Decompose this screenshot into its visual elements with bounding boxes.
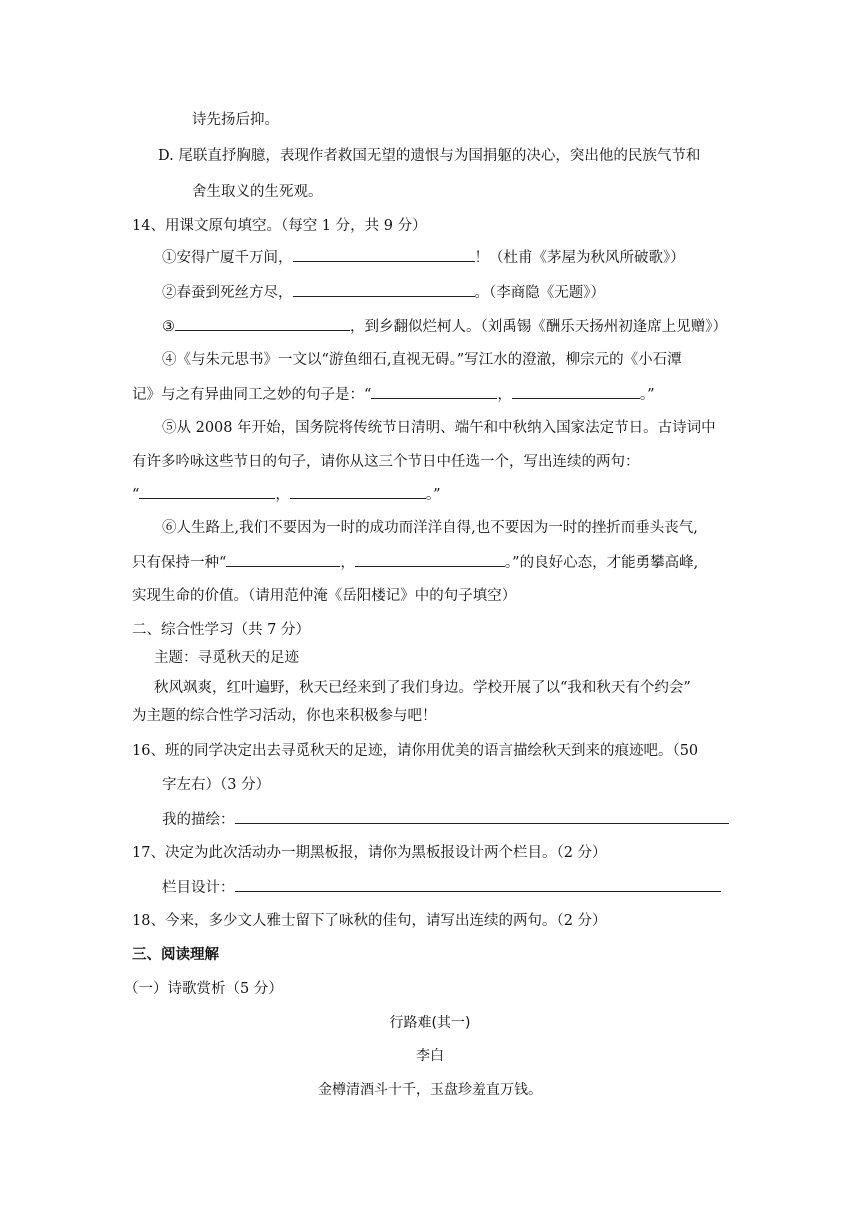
q14-title: 14、用课文原句填空。（每空 1 分，共 9 分） bbox=[132, 218, 427, 234]
q14-item4-comma: ， bbox=[497, 387, 512, 403]
q17-answer-row bbox=[162, 877, 721, 898]
q14-item3-suffix: ，到乡翻似烂柯人。（刘禹锡《酬乐天扬州初逢席上见赠》） bbox=[350, 319, 727, 335]
q14-item6-blank1[interactable] bbox=[226, 552, 340, 567]
q14-item6-line3: 实现生命的价值。（请用范仲淹《岳阳楼记》中的句子填空） bbox=[132, 588, 517, 604]
q17-answer-line[interactable] bbox=[235, 877, 721, 892]
q14-item2-prefix: ②春蚕到死丝方尽， bbox=[162, 285, 293, 301]
section3-subsection-poetry: （一）诗歌赏析（5 分） bbox=[124, 981, 283, 997]
q14-item6-comma: ， bbox=[340, 555, 355, 571]
q14-item1 bbox=[162, 247, 685, 268]
q14-item6-prefix: 只有保持一种“ bbox=[132, 555, 227, 571]
poem-line-1: 金樽清酒斗十千，玉盘珍羞直万钱。 bbox=[318, 1082, 542, 1098]
q14-item5-line1: ⑤从 2008 年开始，国务院将传统节日清明、端午和中秋纳入国家法定节日。古诗词中 bbox=[162, 420, 716, 436]
q14-item5-blank1[interactable] bbox=[139, 484, 275, 499]
q14-item2-suffix: 。（李商隐《无题》） bbox=[474, 285, 605, 301]
section2-intro-line1: 秋风飒爽，红叶遍野，秋天已经来到了我们身边。学校开展了以“我和秋天有个约会” bbox=[154, 680, 691, 696]
q17-answer-label: 栏目设计： bbox=[162, 880, 235, 896]
q14-item1-suffix: ！（杜甫《茅屋为秋风所破歌》） bbox=[474, 250, 685, 266]
section2-title: 二、综合性学习（共 7 分） bbox=[132, 622, 310, 638]
q14-item1-blank[interactable] bbox=[293, 247, 475, 262]
q18-question: 18、今来，多少文人雅士留下了咏秋的佳句，请写出连续的两句。（2 分） bbox=[132, 913, 607, 929]
q13-option-c-continued: 诗先扬后抑。 bbox=[192, 112, 279, 128]
q14-item4-blank2[interactable] bbox=[512, 384, 640, 399]
q14-item4-prefix: 记》与之有异曲同工之妙的句子是：“ bbox=[132, 387, 372, 403]
q13-option-d-line2: 舍生取义的生死观。 bbox=[192, 184, 323, 200]
q16-line2: 字左右）（3 分） bbox=[162, 777, 271, 793]
q14-item2-blank[interactable] bbox=[293, 282, 475, 297]
q14-item6-line2 bbox=[132, 552, 698, 573]
q14-item4-blank1[interactable] bbox=[371, 384, 497, 399]
section2-theme: 主题：寻觅秋天的足迹 bbox=[154, 650, 299, 666]
q14-item4-suffix: 。” bbox=[639, 387, 655, 403]
q14-item5-suffix: 。” bbox=[425, 487, 441, 503]
q14-item5-line2: 有许多吟咏这些节日的句子，请你从这三个节日中任选一个，写出连续的两句： bbox=[132, 454, 640, 470]
section2-intro-line2: 为主题的综合性学习活动，你也来积极参与吧！ bbox=[132, 708, 437, 724]
q14-item3 bbox=[162, 316, 727, 337]
q16-line1: 16、班的同学决定出去寻觅秋天的足迹，请你用优美的语言描绘秋天到来的痕迹吧。（50 bbox=[132, 743, 699, 759]
poem-title: 行路难(其一) bbox=[389, 1015, 471, 1031]
q14-item3-prefix: ③ bbox=[162, 319, 175, 335]
q14-item5-blank2[interactable] bbox=[290, 484, 426, 499]
q14-item5-open-quote: “ bbox=[132, 487, 140, 503]
q14-item5-comma: ， bbox=[275, 487, 290, 503]
q16-answer-line[interactable] bbox=[235, 809, 729, 824]
q14-item4-line2 bbox=[132, 384, 655, 405]
q14-item2 bbox=[162, 282, 605, 303]
q14-item6-suffix: 。”的良好心态，才能勇攀高峰, bbox=[504, 555, 699, 571]
q14-item5-line3 bbox=[132, 484, 441, 505]
q16-answer-row bbox=[162, 809, 729, 830]
q14-item3-blank[interactable] bbox=[175, 316, 350, 331]
q14-item6-blank2[interactable] bbox=[355, 552, 505, 567]
q14-item1-prefix: ①安得广厦千万间， bbox=[162, 250, 293, 266]
q16-answer-label: 我的描绘： bbox=[162, 812, 235, 828]
q14-item6-line1: ⑥人生路上,我们不要因为一时的成功而洋洋自得,也不要因为一时的挫折而垂头丧气, bbox=[162, 520, 698, 536]
section3-title: 三、阅读理解 bbox=[132, 946, 219, 963]
q14-item4-line1: ④《与朱元思书》一文以“游鱼细石,直视无碍。”写江水的澄澈，柳宗元的《小石潭 bbox=[162, 352, 682, 368]
poem-author: 李白 bbox=[416, 1048, 444, 1064]
q13-option-d-line1: D. 尾联直抒胸臆，表现作者救国无望的遗恨与为国捐躯的决心，突出他的民族气节和 bbox=[158, 148, 701, 164]
q17-question: 17、决定为此次活动办一期黑板报，请你为黑板报设计两个栏目。（2 分） bbox=[132, 845, 607, 861]
